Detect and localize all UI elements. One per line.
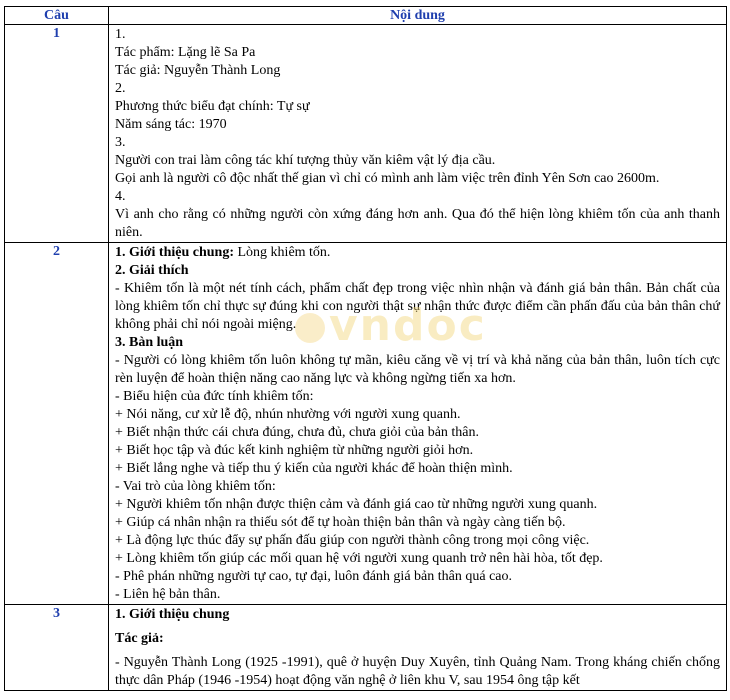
text-paragraph: - Khiêm tốn là một nét tính cách, phẩm chất đẹp trong việc nhìn nhận và đánh giá bản thân. Bản chất của lòng khiêm tốn chỉ thực sự đúng khi con người thật sự nhận thức được điểm cần phấn đấu của bản thân chứ không phải chỉ nói ngoài miệng. (115, 281, 720, 332)
text-line: + Biết nhận thức cái chưa đúng, chưa đủ, chưa giỏi của bản thân. (115, 425, 480, 440)
text-line: + Lòng khiêm tốn giúp các mối quan hệ với người xung quanh trở nên hài hòa, tốt đẹp. (115, 551, 603, 566)
intro-line (115, 244, 720, 262)
header-cau: Câu (5, 7, 109, 25)
text-line: - Liên hệ bản thân. (115, 587, 221, 602)
answer-content (109, 25, 727, 243)
table-row (5, 25, 727, 243)
text-line: 3. (115, 135, 126, 150)
text-line: - Biểu hiện của đức tính khiêm tốn: (115, 389, 314, 404)
text-line: + Là động lực thúc đẩy sự phấn đấu giúp con người thành công trong mọi công việc. (115, 533, 590, 548)
text-line: Gọi anh là người cô độc nhất thế gian vì chỉ có mình anh làm việc trên đỉnh Yên Sơn cao 2600m. (115, 171, 660, 186)
watermark-text: vndoc (329, 300, 487, 351)
text-line: + Nói năng, cư xử lễ độ, nhún nhường với người xung quanh. (115, 407, 461, 422)
text-line: Tác phẩm: Lặng lẽ Sa Pa (115, 45, 256, 60)
text-line: Năm sáng tác: 1970 (115, 117, 227, 132)
header-row (5, 7, 727, 25)
header-noi-dung: Nội dung (109, 7, 727, 25)
answer-table (4, 6, 727, 691)
text-line: + Biết học tập và đúc kết kinh nghiệm từ những người giỏi hơn. (115, 443, 474, 458)
text-line: - Phê phán những người tự cao, tự đại, luôn đánh giá bản thân quá cao. (115, 569, 512, 584)
text-line: + Biết lắng nghe và tiếp thu ý kiến của người khác để hoàn thiện mình. (115, 461, 513, 476)
question-number: 1 (5, 25, 109, 243)
section-title: 2. Giải thích (115, 263, 189, 278)
text-paragraph: - Người có lòng khiêm tốn luôn không tự mãn, kiêu căng về vị trí và khả năng của bản thân, luôn tích cực rèn luyện để hoàn thiện năng cao năng lực và không ngừng tiến xa hơn. (115, 353, 720, 386)
intro-text: Lòng khiêm tốn. (234, 245, 331, 260)
text-paragraph: - Nguyễn Thành Long (1925 -1991), quê ở huyện Duy Xuyên, tỉnh Quảng Nam. Trong kháng chiến chống thực dân Pháp (1946 -1954) hoạt động văn nghệ ở liên khu V, sau 1954 ông tập kết (115, 655, 720, 688)
text-paragraph: Vì anh cho rằng có những người còn xứng đáng hơn anh. Qua đó thể hiện lòng khiêm tốn của anh thanh niên. (115, 207, 720, 240)
text-line: + Người khiêm tốn nhận được thiện cảm và đánh giá cao từ những người xung quanh. (115, 497, 598, 512)
table-row (5, 605, 727, 691)
text-line: 4. (115, 189, 126, 204)
text-line: Người con trai làm công tác khí tượng thủy văn kiêm vật lý địa cầu. (115, 153, 496, 168)
section-subtitle: Tác giả: (115, 631, 164, 646)
text-line: 1. (115, 27, 126, 42)
table-row (5, 243, 727, 605)
text-line: Phương thức biểu đạt chính: Tự sự (115, 99, 310, 114)
text-line: - Vai trò của lòng khiêm tốn: (115, 479, 276, 494)
question-number: 2 (5, 243, 109, 605)
text-line: Tác giả: Nguyễn Thành Long (115, 63, 281, 78)
answer-content (109, 243, 727, 605)
section-title: 3. Bàn luận (115, 335, 184, 350)
question-number: 3 (5, 605, 109, 691)
section-title: 1. Giới thiệu chung: (115, 245, 234, 260)
section-title: 1. Giới thiệu chung (115, 607, 230, 622)
answer-content (109, 605, 727, 691)
text-line: 2. (115, 81, 126, 96)
text-line: + Giúp cá nhân nhận ra thiếu sót để tự hoàn thiện bản thân và ngày càng tiến bộ. (115, 515, 566, 530)
